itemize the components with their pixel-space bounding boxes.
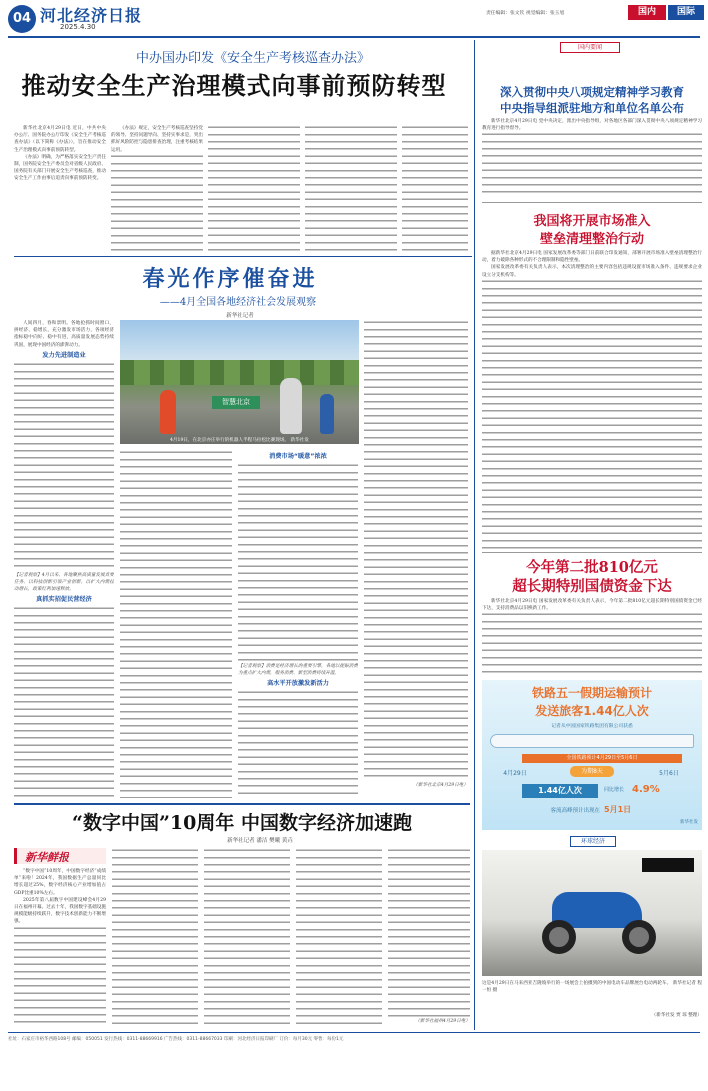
feature-subhead-1: 发力先进制造业 [42,351,86,359]
bottom-text-filler [204,848,290,1028]
feature-column-4 [364,320,468,798]
right-text-filler [482,132,702,198]
rail-title-2: 发送旅客1.44亿人次 [535,704,649,718]
section-tab-2: 国际 [668,5,704,20]
rail-peak-day: 5月1日 [604,805,632,814]
photo-trees [120,360,359,385]
bottom-column-1 [14,868,106,1028]
bottom-paragraph-1: “数字中国”10周年，中国数字经济“成绩单”来啦！2024年，我国数据生产总量同比增长超过25%，数字经济核心产业增加值占GDP比重10%左右。 [14,869,106,896]
runner-figure [320,394,334,434]
feature-text-filler [14,362,114,572]
rail-end-day: 5月6日 [659,770,679,777]
right-headline-3a: 今年第二批810亿元 [526,559,658,576]
right-story-3-text: 新华社北京4月29日电 国家发展改革委有关负责人表示，今年第二批810亿元超长期特别国债资金已经下达，支持消费品以旧换新工作。 [482,599,702,612]
bottom-headline: “数字中国”10周年 中国数字经济加速跑 [72,812,412,834]
bottom-top-rule [14,803,470,805]
bottom-column-5 [388,848,470,1028]
feature-subhead-4: 高水平开放激发新活力 [267,680,329,688]
masthead-rule [8,36,700,38]
feature-text-filler [120,450,232,798]
rail-peak-label: 客流高峰预计出现在 [550,808,600,814]
bottom-column-4 [296,848,382,1028]
lead-column-1 [14,125,106,251]
right-story-1 [482,118,702,198]
rail-total: 1.44亿人次 [522,784,598,798]
intl-credit: （新华社发 贾 琼 整理） [651,1013,702,1018]
editors-line: 责任编辑：张文钦 视觉编辑：张玉旭 [486,11,565,16]
right-headline-1a: 深入贯彻中央八项规定精神学习教育 [500,85,684,99]
rail-credit: 新华社发 [680,820,698,825]
intl-label: 环球经济 [570,836,616,847]
right-story-2-text: 据新华社北京4月29日电 国家发展改革委等部门日前联合印发通知，部署开展市场准入壁垒清理整治行动，着力破除各种形式的不合理限制和隐性壁垒。 [482,251,702,264]
bottom-paragraph-2: 2025年第八届数字中国建设峰会4月29日在福州开幕。过去十年，我国数字基础设施规模能级持续跃升，数字技术创新能力不断增强。 [14,897,106,925]
feature-column-2 [120,450,232,798]
right-divider-2 [482,552,702,553]
lead-column-3 [208,125,300,251]
right-story-2-text-b: 国家发展改革委有关负责人表示，本次清理整治的主要内容包括违规设置市场准入条件、违规要求企业设立分支机构等。 [482,265,702,278]
lead-kicker: 中办国办印发《安全生产考核巡查办法》 [135,51,370,66]
rail-growth: 4.9% [632,784,660,795]
photo-caption: 4月19日，在北京亦庄举行的机器人半程马拉松比赛现场。 新华社发 [170,438,309,443]
right-headline-2b: 壁垒清理整治行动 [539,232,644,247]
lead-text-filler [111,154,203,251]
feature-editor-note-2: 【记者观察】消费是经济增长的重要引擎，各地以提振消费为重点扩大内需，服务消费、新型消费持续升温。 [238,664,358,677]
robot-figure [280,378,302,434]
right-text-filler [482,612,702,678]
feature-text-filler [364,320,468,782]
feature-text-filler [238,463,358,663]
rail-growth-label: 同比增长 [604,787,625,793]
lead-column-5 [402,125,468,251]
lead-paragraph-1: 新华社北京4月29日电 近日，中共中央办公厅、国务院办公厅印发《安全生产考核巡查办法》（以下简称《办法》），旨在推动安全生产治理模式向事前预防转型。 [14,126,106,153]
right-divider-1 [482,202,702,203]
footer-info: 社址：石家庄市裕华西路108号 邮编：050051 发行热线：0311-88669916 广告热线：0311-88667033 印刷：河北经济日报印刷厂 订价：每月30元 零售：每份1元 [8,1037,344,1042]
feature-intro: 人间四月，春和景明。各地抢抓时间窗口，拼经济、稳增长，充分激发市场活力，各项经济指标稳中向好、稳中有进，高质量发展态势持续巩固，展现中国经济的澎湃动力。 [14,321,114,348]
right-band-label: 国内要闻 [560,42,620,53]
scooter-wheel [622,920,656,954]
lead-paragraph-2: 《办法》明确，为严格落实安全生产责任制，国务院安全生产委员会对省级人民政府、国务院有关部门开展安全生产考核巡查，推动安全生产工作由事后追责向事前预防转变。 [14,154,106,182]
feature-subhead-3: 真抓实招促民营经济 [36,596,92,604]
rail-period: 全国铁路预计4月29日至5月6日 [522,754,682,763]
feature-byline: 新华社记者 [226,313,254,319]
right-text-filler [482,279,702,550]
issue-date: 2025.4.30 [60,23,96,31]
lead-text-filler [402,125,468,251]
right-headline-3b: 超长期特别国债资金下达 [512,578,672,595]
bottom-text-filler [388,848,470,1018]
scooter-wheel [542,920,576,954]
feature-subhead: ——4月全国各地经济社会发展观察 [159,297,317,308]
fresh-label-box [14,848,106,864]
rail-source: 记者从中国国家铁路集团有限公司获悉 [551,724,633,729]
photo-banner: 智慧北京 [212,396,260,409]
bottom-column-2 [112,848,198,1028]
lead-text-filler [208,125,300,251]
section-tab: 国内 [628,5,666,20]
feature-text-filler [238,690,358,798]
bottom-dateline: （新华社福州4月29日电） [415,1019,470,1024]
rail-title-1: 铁路五一假期运输预计 [531,686,652,700]
right-headline-1b: 中央指导组派驻地方和单位名单公布 [500,101,684,115]
feature-subhead-2: 消费市场“暖意”浓浓 [269,453,327,460]
lead-divider [14,256,472,257]
rail-infographic [482,680,702,830]
right-story-2 [482,250,702,550]
left-right-divider [474,40,475,1030]
feature-dateline: （新华社北京4月29日电） [413,783,468,788]
page-number: 04 [8,5,36,33]
intl-photo [482,850,702,976]
feature-editor-note: 【记者观察】4月以来，各地聚焦高质量发展首要任务，以科技创新引领产业创新，以扩大内需拉动增长，政策红利加速释放。 [14,572,114,593]
bottom-byline: 新华社记者 潘洁 樊曦 黄垚 [227,838,293,844]
fresh-label: 新华鲜报 [25,851,69,864]
booth-sign [642,858,694,872]
right-story-3 [482,598,702,678]
lead-headline: 推动安全生产治理模式向事前预防转型 [21,71,447,100]
feature-column-3 [238,450,358,798]
lead-column-4 [305,125,397,251]
feature-text-filler [14,606,114,798]
lead-text-filler [305,125,397,251]
lead-column-2 [111,125,203,251]
train-shape [490,734,694,748]
feature-headline: 春光作序催奋进 [142,266,318,292]
rail-start-day: 4月29日 [503,770,527,777]
paper-name: 河北经济日报 [40,6,143,25]
rail-duration: 为期8天 [570,766,614,777]
footer-rule [8,1032,700,1033]
bottom-text-filler [112,848,198,1028]
feature-photo [120,320,359,444]
runner-figure [160,390,176,434]
feature-column-1 [14,320,114,798]
right-story-1-text: 新华社北京4月29日电 党中央决定，派出中央指导组，对各地区各部门深入贯彻中央八项规定精神学习教育进行指导督导。 [482,119,702,132]
bottom-text-filler [296,848,382,1028]
bottom-column-3 [204,848,290,1028]
right-headline-2a: 我国将开展市场准入 [533,214,651,229]
intl-caption: 这是4月29日在马来西亚吉隆坡举行的一场展会上拍摄到的中国电动车品牌展台电动两轮车。 新华社记者 程一恒 摄 [482,981,702,994]
lead-paragraph-3: 《办法》规定，安全生产考核巡查坚持党的领导、坚持问题导向、坚持实事求是，突出抓好风险防控与隐患排查治理，注重考核结果运用。 [111,126,203,153]
bottom-text-filler [14,926,106,1028]
